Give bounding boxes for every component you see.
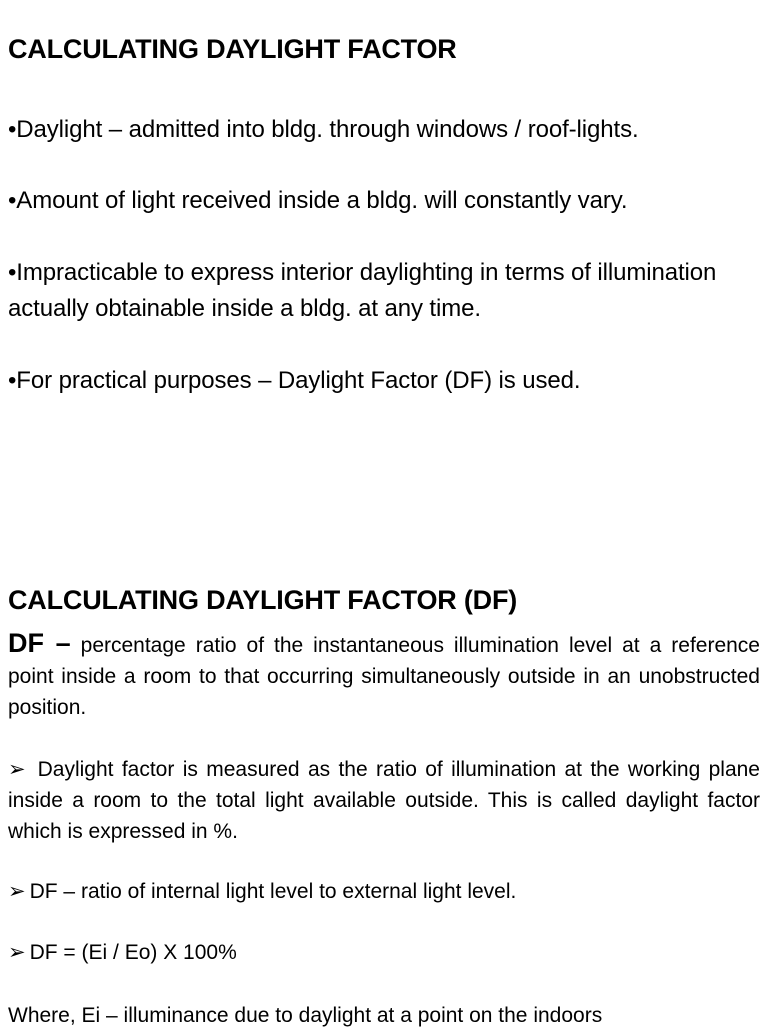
- arrow-bullet-icon: ➢: [8, 880, 26, 903]
- point-ratio-text: DF – ratio of internal light level to external light level.: [29, 880, 517, 903]
- bullet-daylight-admitted: •Daylight – admitted into bldg. through windows / roof-lights.: [8, 116, 639, 143]
- arrow-bullet-icon: ➢: [8, 758, 26, 781]
- point-formula: [8, 937, 760, 968]
- df-definition: [8, 628, 760, 723]
- arrow-bullet-icon: ➢: [8, 941, 26, 964]
- where-text: Where, Ei – illuminance due to daylight at a point on the indoors: [8, 1004, 603, 1027]
- section2-title: CALCULATING DAYLIGHT FACTOR (DF): [8, 585, 518, 615]
- df-term: DF –: [8, 628, 71, 658]
- df-definition-text: percentage ratio of the instantaneous illumination level at a reference point inside a room to that occurring simultaneously outside in an unobstructed position.: [8, 634, 760, 719]
- bullet-impracticable: •Impracticable to express interior daylighting in terms of illumination actually obtainable inside a bldg. at any time.: [8, 259, 717, 322]
- point-measured-text: Daylight factor is measured as the ratio of illumination at the working plane inside a room to the total light available outside. This is called daylight factor which is expressed in %.: [8, 758, 760, 843]
- bullet-practical-purposes: •For practical purposes – Daylight Factor (DF) is used.: [8, 367, 581, 394]
- point-formula-text: DF = (Ei / Eo) X 100%: [29, 941, 237, 964]
- bullet-light-varies: •Amount of light received inside a bldg. will constantly vary.: [8, 187, 628, 214]
- point-ratio: [8, 876, 760, 907]
- point-measured: [8, 754, 760, 847]
- section1-title: CALCULATING DAYLIGHT FACTOR: [8, 34, 457, 64]
